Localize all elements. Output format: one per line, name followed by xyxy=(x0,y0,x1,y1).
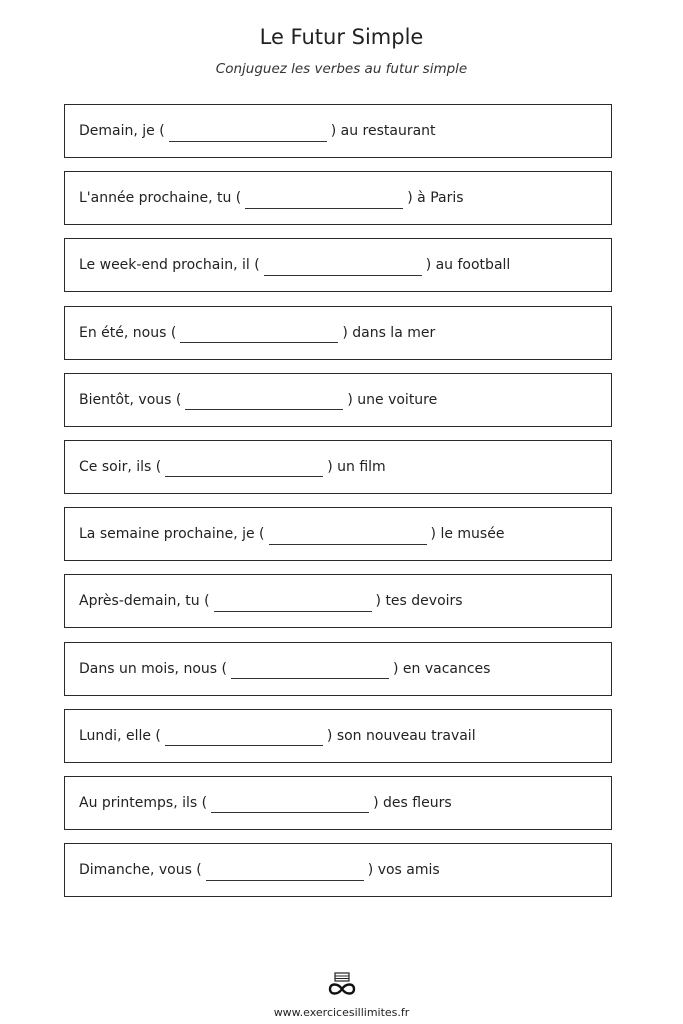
exercise-prompt: La semaine prochaine, je ( xyxy=(79,526,265,543)
answer-blank[interactable] xyxy=(206,864,364,881)
exercise-completion: ) tes devoirs xyxy=(375,593,463,610)
exercise-prompt: Lundi, elle ( xyxy=(79,727,161,744)
page-title: Le Futur Simple xyxy=(259,25,424,49)
infinity-book-icon xyxy=(326,972,358,998)
exercise-row-7 xyxy=(64,507,612,561)
answer-blank[interactable] xyxy=(214,595,372,612)
exercise-prompt: En été, nous ( xyxy=(79,324,177,341)
exercise-prompt: Bientôt, vous ( xyxy=(79,391,182,408)
exercise-completion: ) le musée xyxy=(430,526,505,543)
exercise-prompt: Dimanche, vous ( xyxy=(79,862,202,879)
exercise-row-1 xyxy=(64,104,612,158)
answer-blank[interactable] xyxy=(231,662,389,679)
answer-blank[interactable] xyxy=(211,796,369,813)
exercise-prompt: Au printemps, ils ( xyxy=(79,794,208,811)
exercise-completion: ) vos amis xyxy=(367,862,440,879)
answer-blank[interactable] xyxy=(245,192,403,209)
exercise-completion: ) en vacances xyxy=(392,660,491,677)
exercise-completion: ) son nouveau travail xyxy=(326,727,476,744)
exercise-prompt: Après-demain, tu ( xyxy=(79,593,210,610)
exercise-prompt: L'année prochaine, tu ( xyxy=(79,190,242,207)
exercise-row-10 xyxy=(64,709,612,763)
exercise-completion: ) un film xyxy=(327,458,386,475)
exercise-completion: ) des fleurs xyxy=(373,794,452,811)
exercise-completion: ) dans la mer xyxy=(342,324,436,341)
exercise-list xyxy=(64,104,612,910)
exercise-row-5 xyxy=(64,373,612,427)
exercise-completion: ) une voiture xyxy=(347,391,438,408)
footer-url[interactable]: www.exercicesillimites.fr xyxy=(273,1006,410,1019)
exercise-row-6 xyxy=(64,440,612,494)
answer-blank[interactable] xyxy=(264,259,422,276)
exercise-prompt: Ce soir, ils ( xyxy=(79,458,162,475)
page-subtitle: Conjuguez les verbes au futur simple xyxy=(215,61,468,77)
exercise-row-4 xyxy=(64,306,612,360)
exercise-completion: ) au restaurant xyxy=(330,123,436,139)
answer-blank[interactable] xyxy=(165,460,323,477)
answer-blank[interactable] xyxy=(180,326,338,343)
exercise-row-9 xyxy=(64,642,612,696)
exercise-prompt: Demain, je ( xyxy=(79,123,165,139)
exercise-completion: ) à Paris xyxy=(407,190,464,207)
exercise-row-2 xyxy=(64,171,612,225)
answer-blank[interactable] xyxy=(269,528,427,545)
exercise-row-3 xyxy=(64,238,612,292)
exercise-row-8 xyxy=(64,574,612,628)
exercise-row-12 xyxy=(64,843,612,897)
answer-blank[interactable] xyxy=(169,125,327,142)
answer-blank[interactable] xyxy=(165,729,323,746)
exercise-prompt: Dans un mois, nous ( xyxy=(79,660,227,677)
exercise-prompt: Le week-end prochain, il ( xyxy=(79,257,260,274)
answer-blank[interactable] xyxy=(185,393,343,410)
exercise-completion: ) au football xyxy=(425,257,511,274)
exercise-row-11 xyxy=(64,776,612,830)
